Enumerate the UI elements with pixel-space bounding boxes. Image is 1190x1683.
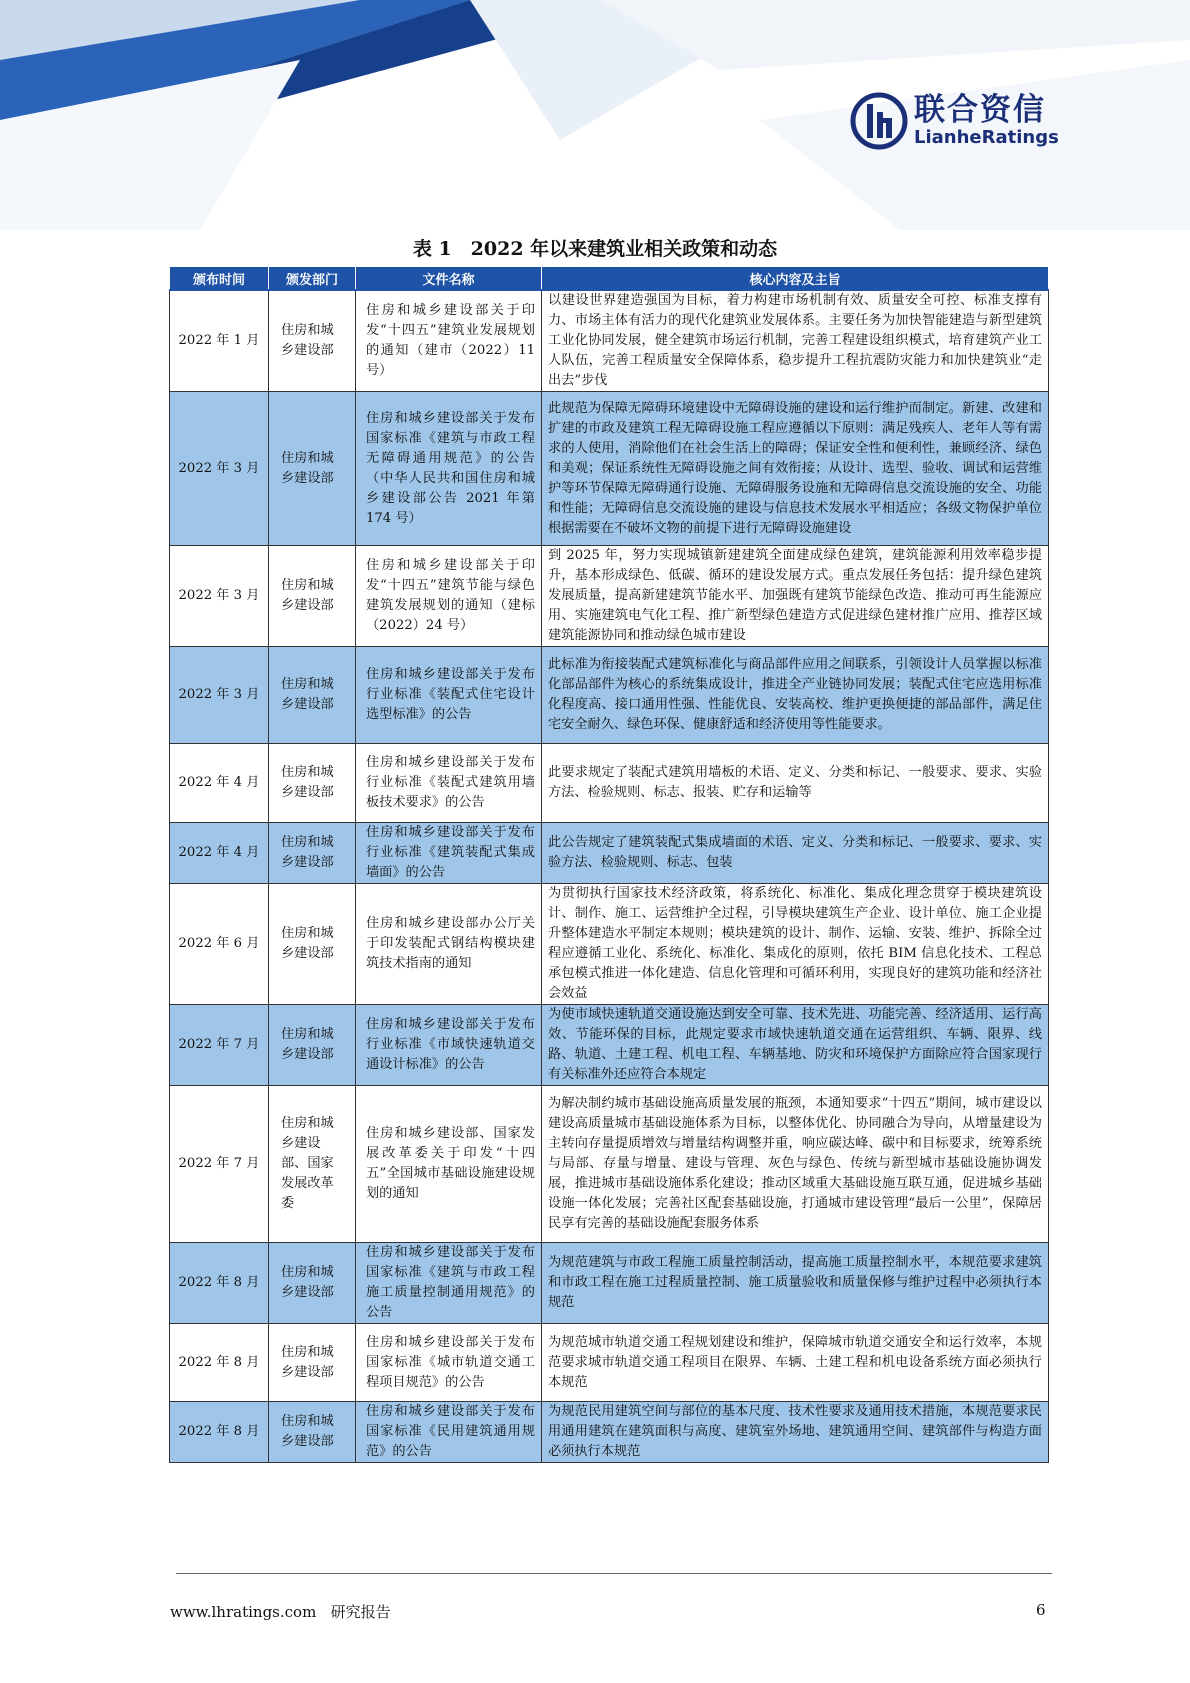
logo-chinese-name: 联合资信	[914, 92, 1046, 128]
cell-document: 住房和城乡建设部办公厅关于印发装配式钢结构模块建筑技术指南的通知	[356, 884, 542, 1005]
cell-document: 住房和城乡建设部关于印发“十四五”建筑业发展规划的通知（建市（2022）11 号）	[356, 290, 542, 392]
cell-document: 住房和城乡建设部关于发布行业标准《装配式建筑用墙板技术要求》的公告	[356, 744, 542, 823]
footer-report-type: 研究报告	[330, 1603, 391, 1621]
cell-department: 住房和城乡建设部	[269, 1324, 356, 1402]
cell-date: 2022 年 8 月	[170, 1243, 269, 1324]
footer-website-link[interactable]: www.lhratings.com	[170, 1603, 317, 1621]
cell-document: 住房和城乡建设部关于发布行业标准《建筑装配式集成墙面》的公告	[356, 823, 542, 884]
cell-core-content: 此公告规定了建筑装配式集成墙面的术语、定义、分类和标记、一般要求、要求、实验方法、检验规则、标志、包装	[542, 823, 1049, 884]
cell-date: 2022 年 4 月	[170, 823, 269, 884]
cell-department: 住房和城乡建设部	[269, 290, 356, 392]
table-row	[170, 744, 1049, 823]
table-row	[170, 1005, 1049, 1086]
cell-department: 住房和城乡建设部	[269, 884, 356, 1005]
table-row	[170, 647, 1049, 744]
cell-document: 住房和城乡建设部关于印发“十四五”建筑节能与绿色建筑发展规划的通知（建标（2022）24 号）	[356, 546, 542, 647]
table-row	[170, 546, 1049, 647]
cell-date: 2022 年 3 月	[170, 546, 269, 647]
cell-date: 2022 年 6 月	[170, 884, 269, 1005]
column-header-document: 文件名称	[356, 267, 542, 291]
column-header-core-content: 核心内容及主旨	[542, 267, 1049, 291]
brand-logo	[850, 92, 1059, 150]
table-row	[170, 1324, 1049, 1402]
cell-core-content: 此标准为衔接装配式建筑标准化与商品部件应用之间联系，引领设计人员掌握以标准化部品部件为核心的系统集成设计，推进全产业链协同发展；装配式住宅应选用标准化程度高、接口通用性强、性能优良、安装高校、维护更换便捷的部品部件，满足住宅安全耐久、绿色环保、健康舒适和经济使用等性能要求。	[542, 647, 1049, 744]
cell-document: 住房和城乡建设部、国家发展改革委关于印发“十四五”全国城市基础设施建设规划的通知	[356, 1086, 542, 1243]
table-header-row	[170, 267, 1049, 291]
cell-document: 住房和城乡建设部关于发布国家标准《建筑与市政工程无障碍通用规范》的公告（中华人民共和国住房和城乡建设部公告 2021 年第 174 号）	[356, 392, 542, 546]
cell-document: 住房和城乡建设部关于发布国家标准《建筑与市政工程施工质量控制通用规范》的公告	[356, 1243, 542, 1324]
table-row	[170, 823, 1049, 884]
table-row	[170, 884, 1049, 1005]
table-row	[170, 392, 1049, 546]
policy-table	[169, 266, 1049, 1463]
footer-divider	[176, 1573, 1052, 1574]
cell-date: 2022 年 4 月	[170, 744, 269, 823]
table-row	[170, 290, 1049, 392]
cell-date: 2022 年 8 月	[170, 1402, 269, 1463]
cell-department: 住房和城乡建设部、国家发展改革委	[269, 1086, 356, 1243]
cell-department: 住房和城乡建设部	[269, 647, 356, 744]
cell-date: 2022 年 1 月	[170, 290, 269, 392]
cell-department: 住房和城乡建设部	[269, 546, 356, 647]
cell-document: 住房和城乡建设部关于发布行业标准《装配式住宅设计选型标准》的公告	[356, 647, 542, 744]
cell-date: 2022 年 3 月	[170, 647, 269, 744]
cell-date: 2022 年 7 月	[170, 1086, 269, 1243]
cell-core-content: 到 2025 年，努力实现城镇新建建筑全面建成绿色建筑，建筑能源利用效率稳步提升，基本形成绿色、低碳、循环的建设发展方式。重点发展任务包括：提升绿色建筑发展质量，提高新建建筑节能水平、加强既有建筑节能绿色改造、推动可再生能源应用、实施建筑电气化工程、推广新型绿色建造方式促进绿色建材推广应用、推荐区域建筑能源协同和推动绿色城市建设	[542, 546, 1049, 647]
cell-core-content: 此规范为保障无障碍环境建设中无障碍设施的建设和运行维护而制定。新建、改建和扩建的市政及建筑工程无障碍设施工程应遵循以下原则：满足残疾人、老年人等有需求的人使用，消除他们在社会生活上的障碍；保证安全性和便利性，兼顾经济、绿色和美观；保证系统性无障碍设施之间有效衔接；从设计、选型、验收、调试和运营维护等环节保障无障碍通行设施、无障碍服务设施和无障碍信息交流设施的安全、功能和性能；无障碍信息交流设施的建设与信息技术发展水平相适应；各级文物保护单位根据需要在不破坏文物的前提下进行无障碍设施建设	[542, 392, 1049, 546]
cell-core-content: 为规范城市轨道交通工程规划建设和维护，保障城市轨道交通安全和运行效率，本规范要求城市轨道交通工程项目在限界、车辆、土建工程和机电设备系统方面必须执行本规范	[542, 1324, 1049, 1402]
page-number: 6	[1036, 1601, 1046, 1619]
cell-department: 住房和城乡建设部	[269, 744, 356, 823]
cell-document: 住房和城乡建设部关于发布行业标准《市域快速轨道交通设计标准》的公告	[356, 1005, 542, 1086]
table-row	[170, 1402, 1049, 1463]
logo-english-name: LianheRatings	[914, 127, 1059, 148]
cell-document: 住房和城乡建设部关于发布国家标准《民用建筑通用规范》的公告	[356, 1402, 542, 1463]
cell-core-content: 为规范民用建筑空间与部位的基本尺度、技术性要求及通用技术措施，本规范要求民用通用建筑在建筑面积与高度、建筑室外场地、建筑通用空间、建筑部件与构造方面必须执行本规范	[542, 1402, 1049, 1463]
cell-document: 住房和城乡建设部关于发布国家标准《城市轨道交通工程项目规范》的公告	[356, 1324, 542, 1402]
table-row	[170, 1243, 1049, 1324]
cell-date: 2022 年 7 月	[170, 1005, 269, 1086]
table-title: 表 1 2022 年以来建筑业相关政策和动态	[412, 238, 778, 260]
table-row	[170, 1086, 1049, 1243]
cell-core-content: 以建设世界建造强国为目标，着力构建市场机制有效、质量安全可控、标准支撑有力、市场主体有活力的现代化建筑业发展体系。主要任务为加快智能建造与新型建筑工业化协同发展，健全建筑市场运行机制，完善工程建设组织模式，培育建筑产业工人队伍，完善工程质量安全保障体系，稳步提升工程抗震防灾能力和加快建筑业“走出去”步伐	[542, 290, 1049, 392]
cell-department: 住房和城乡建设部	[269, 1243, 356, 1324]
cell-department: 住房和城乡建设部	[269, 823, 356, 884]
footer-left	[170, 1601, 391, 1622]
cell-core-content: 为解决制约城市基础设施高质量发展的瓶颈，本通知要求“十四五”期间，城市建设以建设高质量城市基础设施体系为目标，以整体优化、协同融合为导向，从增量建设为主转向存量提质增效与增量结构调整并重，响应碳达峰、碳中和目标要求，统筹系统与局部、存量与增量、建设与管理、灰色与绿色、传统与新型城市基础设施协调发展，推进城市基础设施体系化建设；推动区域重大基础设施互联互通，促进城乡基础设施一体化发展；完善社区配套基础设施，打通城市建设管理“最后一公里”，保障居民享有完善的基础设施配套服务体系	[542, 1086, 1049, 1243]
cell-core-content: 此要求规定了装配式建筑用墙板的术语、定义、分类和标记、一般要求、要求、实验方法、检验规则、标志、报装、贮存和运输等	[542, 744, 1049, 823]
column-header-date: 颁布时间	[170, 267, 269, 291]
cell-date: 2022 年 8 月	[170, 1324, 269, 1402]
lianhe-logo-icon	[850, 92, 908, 150]
cell-core-content: 为使市域快速轨道交通设施达到安全可靠、技术先进、功能完善、经济适用、运行高效、节能环保的目标，此规定要求市域快速轨道交通在运营组织、车辆、限界、线路、轨道、土建工程、机电工程、车辆基地、防灾和环境保护方面除应符合国家现行有关标准外还应符合本规定	[542, 1005, 1049, 1086]
cell-department: 住房和城乡建设部	[269, 1005, 356, 1086]
cell-core-content: 为贯彻执行国家技术经济政策，将系统化、标准化、集成化理念贯穿于模块建筑设计、制作、施工、运营维护全过程，引导模块建筑生产企业、设计单位、施工企业提升整体建造水平制定本规则；模块建筑的设计、制作、运输、安装、维护、拆除全过程应遵循工业化、系统化、标准化、集成化的原则，依托 BIM 信息化技术、工程总承包模式推进一体化建造、信息化管理和可循环利用，实现良好的建筑功能和经济社会效益	[542, 884, 1049, 1005]
cell-department: 住房和城乡建设部	[269, 392, 356, 546]
cell-department: 住房和城乡建设部	[269, 1402, 356, 1463]
cell-core-content: 为规范建筑与市政工程施工质量控制活动，提高施工质量控制水平，本规范要求建筑和市政工程在施工过程质量控制、施工质量验收和质量保修与维护过程中必须执行本规范	[542, 1243, 1049, 1324]
cell-date: 2022 年 3 月	[170, 392, 269, 546]
column-header-department: 颁发部门	[269, 267, 356, 291]
